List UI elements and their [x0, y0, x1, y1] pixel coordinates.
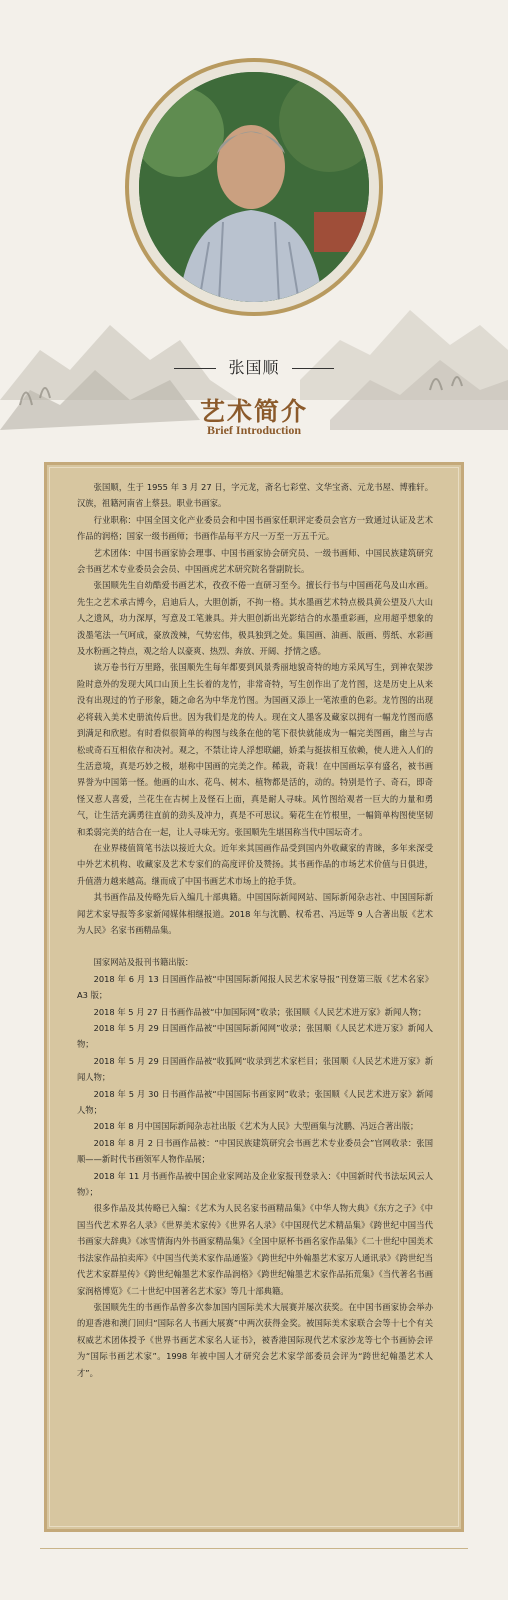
- bio-paragraph: 艺术团体：中国书画家协会理事、中国书画家协会研究员、一级书画师、中国民族建筑研究会书画艺术专业委员会会员、中国画虎艺术研究院名誉副院长。: [77, 547, 433, 575]
- portrait-photo: [139, 72, 369, 302]
- right-rule: [292, 368, 334, 369]
- bio-paragraph: 张国顺，生于 1955 年 3 月 27 日，字元龙，斋名七彩堂、文华宝斋、元龙书屋、博雅轩。汉族，祖籍河南省上蔡县。职业书画家。: [77, 482, 433, 509]
- record-item: 2018 年 11 月书画作品被中国企业家网站及企业家报刊登录入：《中国新时代书法坛风云人物》；: [77, 1170, 433, 1198]
- record-item: 2018 年 6 月 13 日国画作品被“中国国际新闻报人民艺术家导报”刊登第三版《艺术名家》A3 版；: [77, 973, 433, 1001]
- record-item: 2018 年 5 月 30 日书画作品被“中国国际书画家网”收录；张国顺《人民艺术进万家》新闻人物；: [77, 1088, 433, 1116]
- bio-paragraph: 读万卷书行万里路，张国顺先生每年都要到风景秀丽地貌奇特的地方采风写生，到神农架涉险时意外的发现大风口山顶上生长着的龙竹，非常奇特，写生创作出了龙竹图，这是历史上从来没有出现过的竹子形象，随之命名为中华龙竹图。为国画又添上一笔浓重的色彩。龙竹图的出现必将载入美术史册流传后世。因为我们是龙的传人。现在文人墨客及藏家以拥有一幅龙竹图而感到满足和欣慰。有时看似很简单的构图与线条在他的笔下很快就能成为一幅完美图画，幽兰与古松或奇石互相依存和决衬。观之，不禁让诗人浮想联翩，娇柔与挺拔相互依赖，使人进入人们的生活意境，真是巧妙之极，堪称中国画的完美之作。稀栽，奇栽！在中国画坛享有盛名，被书画界誉为中国第一怪。他画的山水、花鸟、树木、植物都是活的，动的。特别是竹子、奇石，即奇怪又惹人喜爱，兰花生在古树上及怪石上面，真是耐人寻味。风竹图给观者一巨大的力量和勇气，让生活充满勇往直前的劲头及冲力，真是不可思议。菊花生在竹根里，一幅简单构图使坚韧和柔弱完美的结合在一起，让人寻味无穷。张国顺先生堪国称当代中国坛奇才。: [77, 662, 433, 837]
- bio-text: [77, 479, 433, 1381]
- record-item: 2018 年 8 月 2 日书画作品被：“中国民族建筑研究会书画艺术专业委员会”官网收录：张国顺——新时代书画领军人物作品展；: [77, 1137, 433, 1165]
- bio-panel: [44, 462, 464, 1532]
- section-subtitle: Brief Introduction: [206, 423, 302, 437]
- record-item: 张国顺先生的书画作品曾多次参加国内国际美术大展赛并屡次获奖。在中国书画家协会举办的迎香港和澳门回归“国际名人书画大展赛”中两次获得金奖。被国际美术家联合会等十七个有关权威艺术团体授予《世界书画艺术家名人证书》，被香港国际现代艺术家沙龙等七个书画协会评为“国际书画艺术家”。1998 年被中国人才研究会艺术家学部委员会评为“跨世纪翰墨艺术人才”。: [77, 1301, 433, 1378]
- paragraph-gap: [77, 938, 433, 954]
- bio-paragraph: 张国顺先生自幼酷爱书画艺术，孜孜不倦一直研习至今。擅长行书与中国画花鸟及山水画。先生之艺术承古博今，启迪后人，大胆创新，不拘一格。其水墨画艺术特点极具黄公望及八大山人之遗风，功力深厚，写意及工笔兼具。并大胆创新出光影结合的水墨重彩画，应用超乎想象的泼墨笔法一气呵成，豪放泼辣，气势宏伟，极具独到之处。集国画、油画、版画、剪纸、水彩画及水粉画之特点，观之给人以豪爽、热烈、奔放、开阔、抒情之感。: [77, 580, 433, 657]
- footer-divider: [40, 1548, 468, 1549]
- record-item: 很多作品及其传略已入编：《艺术为人民名家书画精品集》《中华人物大典》《东方之子》《中国当代艺术界名人录》《世界美术家传》《世界名人录》《中国现代艺术精品集》《跨世纪中国当代书画家大辞典》《冰雪情海内外书画家精品集》《全国中原杯书画名家作品集》《二十世纪中国美术书法家作品拍卖库》《中国当代美术家作品通鉴》《跨世纪中外翰墨艺术家万人通讯录》《跨世纪当代艺术家群星传》《跨世纪翰墨艺术家作品润格》《跨世纪翰墨艺术家作品拓荒集》《当代著名书画家润格博览》《二十世纪中国著名艺术家》等几十部典籍。: [77, 1203, 433, 1296]
- bio-paragraph: 行业职称：中国全国文化产业委员会和中国书画家任职评定委员会官方一致通过认证及艺术作品的润格；国家一级书画师；书画作品每平方尺一万至一万五千元。: [77, 514, 433, 542]
- record-item: 2018 年 5 月 29 日国画作品被“中国国际新闻网”收录；张国顺《人民艺术进万家》新闻人物；: [77, 1023, 433, 1050]
- section-title: 艺术简介: [199, 397, 308, 426]
- records-title: 国家网站及报刊书籍出版：: [93, 957, 194, 968]
- record-item: 2018 年 5 月 29 日国画作品被“收狐网“收录到艺术家栏目；张国顺《人民艺术进万家》新闻人物；: [77, 1055, 433, 1083]
- record-item: 2018 年 5 月 27 日书画作品被“中加国际网”收录；张国顺《人民艺术进万家》新闻人物；: [93, 1006, 427, 1017]
- bio-paragraph: 其书画作品及传略先后入编几十部典籍。中国国际新闻网站、国际新闻杂志社、中国国际新闻艺术家导报等多家新闻媒体相继报道。2018 年与沈鹏、权希君、冯远等 9 人合著出版《艺术为人民》名家书画精品集。: [77, 892, 433, 935]
- person-name: 张国顺: [228, 358, 280, 377]
- record-item: 2018 年 8 月中国国际新闻杂志社出版《艺术为人民》大型画集与沈鹏、冯远合著出版；: [93, 1121, 419, 1132]
- bio-paragraph: 在业界楼值简笔书法以接近大众。近年来其国画作品受到国内外收藏家的青睐，多年来深受中外艺术机构、收藏家及艺术专家们的高度评价及赞扬。其书画作品的市场艺术价值与日俱进，升值潜力越来越高。继而成了中国书画艺术市场上的抢手货。: [77, 842, 433, 886]
- left-rule: [174, 368, 216, 369]
- portrait-frame: [125, 58, 383, 316]
- person-name-line: [0, 355, 508, 378]
